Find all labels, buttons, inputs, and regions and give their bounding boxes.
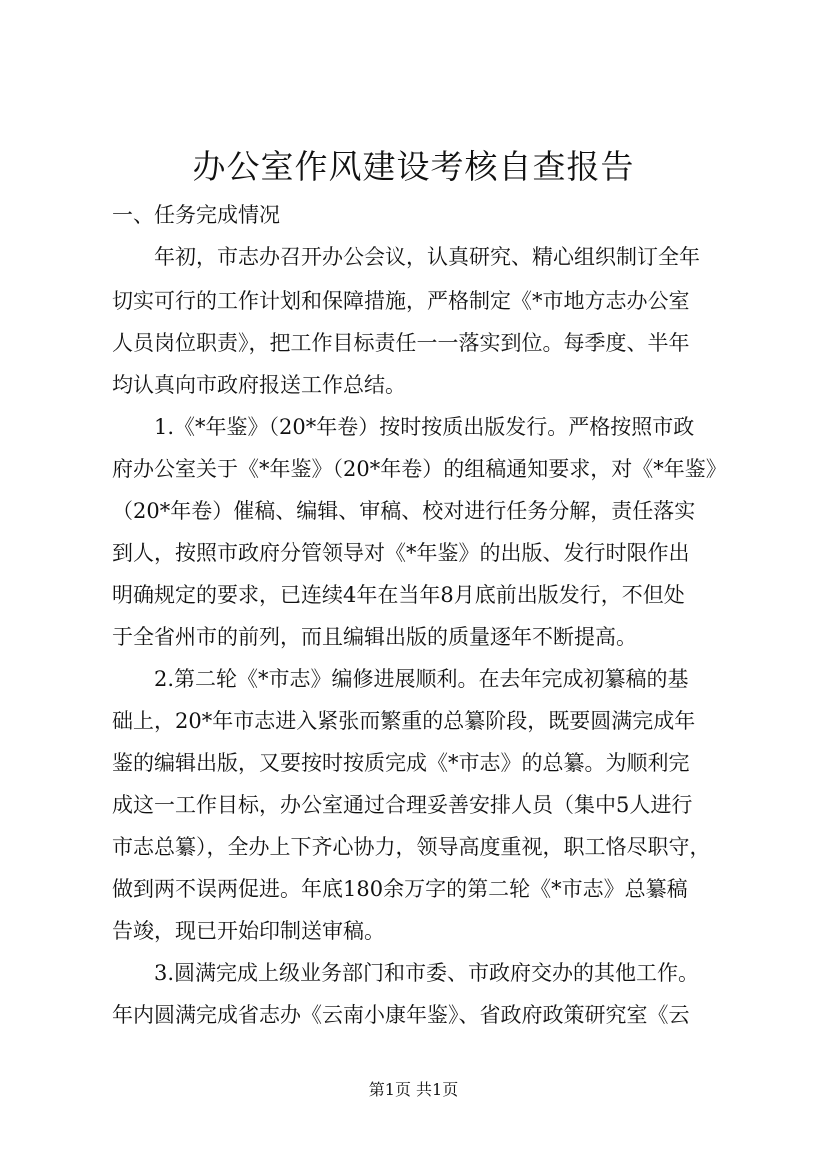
body-line: 年内圆满完成省志办《云南小康年鉴》、省政府政策研究室《云 (112, 1003, 690, 1027)
body-line: 年初，市志办召开办公会议，认真研究、精心组织制订全年 (112, 245, 700, 269)
body-line: 础上，20*年市志进入紧张而繁重的总纂阶段，既要圆满完成年 (112, 709, 696, 733)
body-line: 切实可行的工作计划和保障措施，严格制定《*市地方志办公室 (112, 289, 690, 313)
body-line: 明确规定的要求，已连续4年在当年8月底前出版发行，不但处 (112, 583, 685, 607)
body-line: 府办公室关于《*年鉴》（20*年卷）的组稿通知要求，对《*年鉴》 (112, 457, 727, 481)
body-line: 做到两不误两促进。年底180余万字的第二轮《*市志》总纂稿 (112, 877, 688, 901)
body-line: （20*年卷）催稿、编辑、审稿、校对进行任务分解，责任落实 (112, 499, 696, 523)
section-heading: 一、任务完成情况 (112, 203, 280, 227)
body-line: 1.《*年鉴》（20*年卷）按时按质出版发行。严格按照市政 (112, 415, 695, 439)
body-line: 2.第二轮《*市志》编修进展顺利。在去年完成初纂稿的基 (112, 667, 689, 691)
body-line: 到人，按照市政府分管领导对《*年鉴》的出版、发行时限作出 (112, 541, 690, 565)
body-line: 人员岗位职责》，把工作目标责任一一落实到位。每季度、半年 (112, 331, 690, 355)
body-line: 鉴的编辑出版，又要按时按质完成《*市志》的总纂。为顺利完 (112, 751, 690, 775)
body-line: 成这一工作目标，办公室通过合理妥善安排人员（集中5人进行 (112, 793, 693, 817)
body-line: 市志总纂），全办上下齐心协力，领导高度重视，职工恪尽职守， (112, 835, 711, 859)
body-line: 于全省州市的前列，而且编辑出版的质量逐年不断提高。 (112, 625, 637, 649)
body-line: 3.圆满完成上级业务部门和市委、市政府交办的其他工作。 (112, 961, 700, 985)
body-line: 告竣，现已开始印制送审稿。 (112, 919, 385, 943)
body-line: 均认真向市政府报送工作总结。 (112, 373, 406, 397)
document-title: 办公室作风建设考核自查报告 (192, 147, 635, 186)
page-number-footer: 第1页 共1页 (368, 1080, 459, 1099)
